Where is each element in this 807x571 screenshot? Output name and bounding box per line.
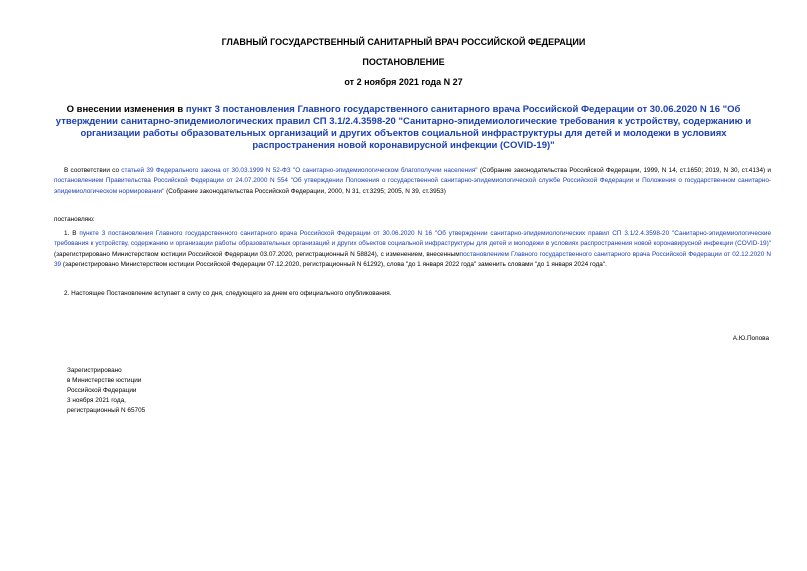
preamble-text-3: (Собрание законодательства Российской Федерации, 2000, N 31, ст.3295; 2005, N 39, ст.3953) xyxy=(164,187,446,195)
preamble-link-decree[interactable]: постановлением Правительства Российской Федерации от 24.07.2000 N 554 "Об утверждении Положения о государственной санитарно-эпидемиологической службе Российской Федерации и Положения о государственном санитарно-эпидемиологическом нормировании" xyxy=(54,177,771,195)
registration-line: регистрационный N 65705 xyxy=(67,407,146,414)
item-1-link-amendment[interactable]: постановлением Главного государственного санитарного врача Российской Федерации от 02.12.2020 N 39 xyxy=(54,250,771,269)
preamble-link-law[interactable]: статьей 39 Федерального закона от 30.03.1999 N 52-ФЗ "О санитарно-эпидемиологическом благополучии населения" xyxy=(121,167,478,174)
item-2-paragraph: 2. Настоящее Постановление вступает в силу со дня, следующего за днем его официального опубликования. xyxy=(64,290,392,297)
registration-line: Зарегистрировано xyxy=(67,367,122,374)
item-1-text-2: (зарегистрировано Министерством юстиции Российской Федерации 03.07.2020, регистрационный N 58824), с изменением, внесенным xyxy=(54,250,460,258)
document-subject xyxy=(52,104,755,152)
item-1-paragraph xyxy=(54,229,771,271)
signature: А.Ю.Попова xyxy=(732,335,769,342)
item-1-text-3: (зарегистрировано Министерством юстиции Российской Федерации 07.12.2020, регистрационный N 61292), слова "до 1 января 2022 года" заменить словами "до 1 января 2024 года". xyxy=(61,261,607,269)
registration-line: в Министерстве юстиции xyxy=(67,377,142,384)
registration-line: 3 ноября 2021 года, xyxy=(67,397,126,404)
item-1-text-1: 1. В xyxy=(64,230,80,237)
resolve-word: постановляю: xyxy=(54,216,95,223)
registration-block xyxy=(67,366,145,416)
issuing-authority: ГЛАВНЫЙ ГОСУДАРСТВЕННЫЙ САНИТАРНЫЙ ВРАЧ РОССИЙСКОЙ ФЕДЕРАЦИИ xyxy=(221,37,586,47)
preamble-text-2: (Собрание законодательства Российской Федерации, 1999, N 14, ст.1650; 2019, N 30, ст.4134) и xyxy=(477,167,772,174)
document-type: ПОСТАНОВЛЕНИЕ xyxy=(362,57,445,67)
subject-prefix: О внесении изменения в xyxy=(66,104,186,115)
document-date-number: от 2 ноября 2021 года N 27 xyxy=(344,77,463,87)
subject-link[interactable]: пункт 3 постановления Главного государственного санитарного врача Российской Федерации от 30.06.2020 N 16 "Об утверждении санитарно-эпидемиологических правил СП 3.1/2.4.3598-20 "Санитарно-эпидемиологические требования к устройству, содержанию и организации работы образовательных организаций и других объектов социальной инфраструктуры для детей и молодежи в условиях распространения новой коронавирусной инфекции (COVID-19)" xyxy=(55,104,752,151)
registration-line: Российской Федерации xyxy=(67,387,137,394)
item-1-link-resolution[interactable]: пункте 3 постановления Главного государственного санитарного врача Российской Федерации от 30.06.2020 N 16 "Об утверждении санитарно-эпидемиологических правил СП 3.1/2.4.3598-20 "Санитарно-эпидемиологические требования к устройству, содержанию и организации работы образовательных организаций и других объектов социальной инфраструктуры для детей и молодежи в условиях распространения новой коронавирусной инфекции (COVID-19)" xyxy=(54,230,771,248)
preamble-text-1: В соответствии со xyxy=(64,167,122,174)
preamble-paragraph xyxy=(54,166,771,197)
